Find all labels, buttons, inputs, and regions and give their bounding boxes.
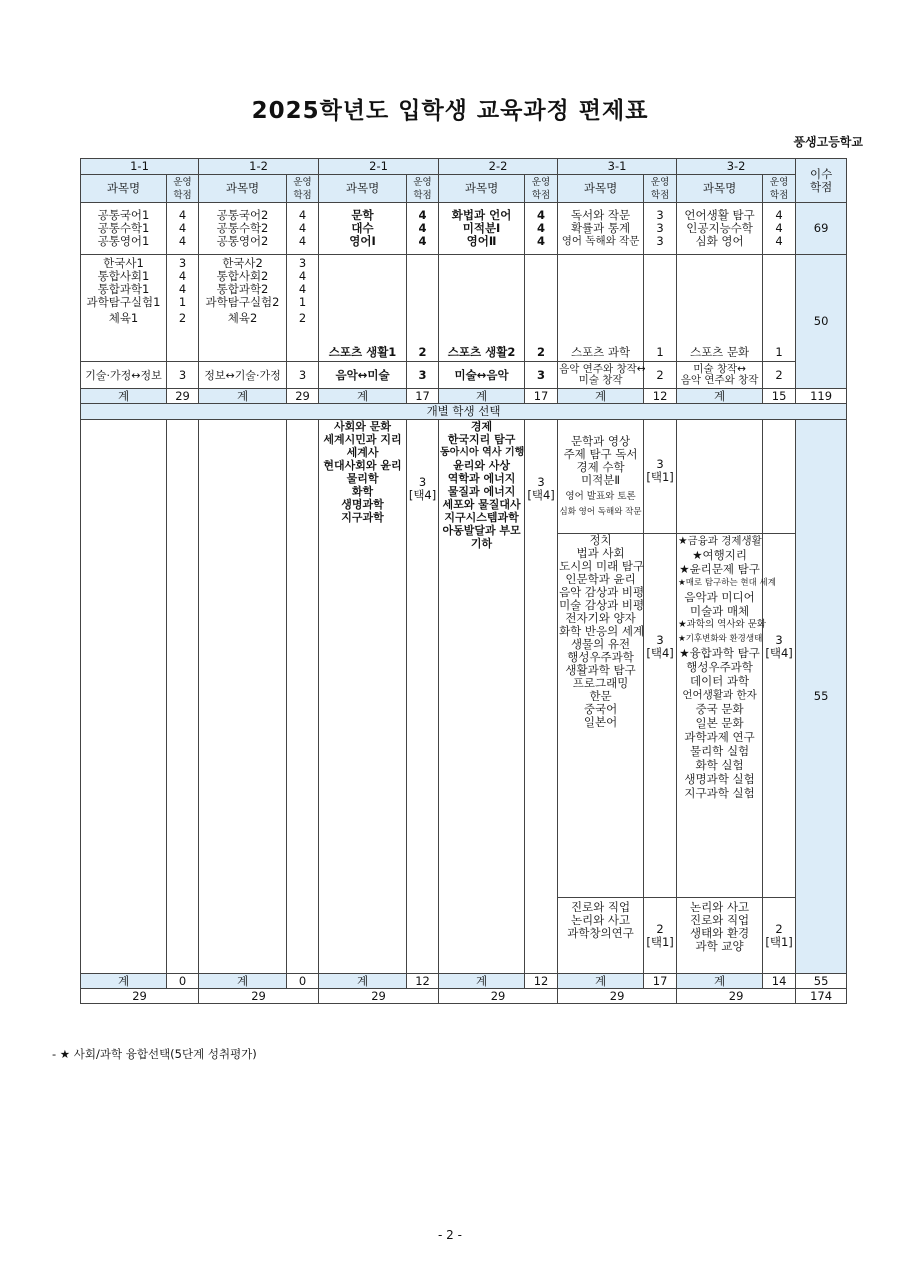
common-3-2-credits: 4 4 4 <box>763 203 796 255</box>
elective-2-2-subjects: 경제 한국지리 탐구 동아시아 역사 기행 윤리와 사상 역학과 에너지 물질과 에너지 세포와 물질대사 지구시스템과학 아동발달과 부모 기하 <box>439 420 525 974</box>
elective-3-1-group2-credit: 3 [택4] <box>644 534 677 898</box>
subtotal-total: 119 <box>796 389 847 404</box>
elective-3-2-empty <box>677 420 763 534</box>
subtotal-label: 계 <box>677 974 763 989</box>
second-3-1-sports: 스포츠 과학 <box>558 255 644 362</box>
subject-header: 과목명 <box>439 175 525 203</box>
second-3-1-music-art: 음악 연주와 창작↔ 미술 창작 <box>558 362 644 389</box>
elective-2-2-credit: 3 [택4] <box>525 420 558 974</box>
subtotal-label: 계 <box>81 389 167 404</box>
second-2-2-art-music: 미술↔음악 <box>439 362 525 389</box>
subtotal-label: 계 <box>439 974 525 989</box>
total-credits-header: 이수 학점 <box>796 159 847 203</box>
second-3-2-art-music: 미술 창작↔ 음악 연주와 창작 <box>677 362 763 389</box>
grand-total: 174 <box>796 989 847 1004</box>
second-3-2-sports-credit: 1 <box>763 255 796 362</box>
elective-3-2-credit-empty <box>763 420 796 534</box>
elective-row-1 <box>81 420 847 534</box>
common-2-2-subjects: 화법과 언어 미적분Ⅰ 영어Ⅱ <box>439 203 525 255</box>
subtotal-label: 계 <box>558 974 644 989</box>
subtotal2-1-2: 0 <box>287 974 319 989</box>
subtotal2-1-1: 0 <box>167 974 199 989</box>
second-2-1-music-art: 음악↔미술 <box>319 362 407 389</box>
grand-2-1: 29 <box>319 989 439 1004</box>
subject-header: 과목명 <box>81 175 167 203</box>
elective-3-1-group3: 진로와 직업 논리와 사고 과학창의연구 <box>558 898 644 974</box>
semester-1-2: 1-2 <box>199 159 319 175</box>
second-3-1-sports-credit: 1 <box>644 255 677 362</box>
subtotal-label: 계 <box>439 389 525 404</box>
second-2-2-sports-credit: 2 <box>525 255 558 362</box>
credit-header: 운영 학점 <box>287 175 319 203</box>
grand-3-1: 29 <box>558 989 677 1004</box>
subtotal-1-1: 29 <box>167 389 199 404</box>
credit-header: 운영 학점 <box>407 175 439 203</box>
subtotal-row-2 <box>81 974 847 989</box>
school-name: 풍생고등학교 <box>793 135 863 149</box>
common-1-2-subjects: 공통국어2 공통수학2 공통영어2 <box>199 203 287 255</box>
elective-3-1-group1: 문학과 영상 주제 탐구 독서 경제 수학 미적분Ⅱ 영어 발표와 토론 심화 영어 독해와 작문 <box>558 420 644 534</box>
second-1-1-tech-info-credit: 3 <box>167 362 199 389</box>
subtotal-label: 계 <box>199 974 287 989</box>
semester-3-2: 3-2 <box>677 159 796 175</box>
subtotal-row-1 <box>81 389 847 404</box>
grand-2-2: 29 <box>439 989 558 1004</box>
subtotal2-2-2: 12 <box>525 974 558 989</box>
subtotal2-3-1: 17 <box>644 974 677 989</box>
credit-header: 운영 학점 <box>763 175 796 203</box>
elective-3-2-group2: ★금융과 경제생활 ★여행지리 ★윤리문제 탐구 ★매로 탐구하는 현대 세계 음악과 미디어 미술과 매체 ★과학의 역사와 문화 ★기후변화와 환경생태 ★융합과학 탐구 행성우주과학 데이터 과학 언어생활과 한자 중국 문화 일본 문화 과학과제 연구 물리학 실험 화학 실험 생명과학 실험 지구과학 실험 <box>677 534 763 898</box>
subtotal2-3-2: 14 <box>763 974 796 989</box>
subtotal-3-1: 12 <box>644 389 677 404</box>
second-1-1-credits: 3 4 4 1 2 <box>167 255 199 362</box>
subtotal-1-2: 29 <box>287 389 319 404</box>
elective-1-2-credit-empty <box>287 420 319 974</box>
elective-header: 개별 학생 선택 <box>81 404 847 420</box>
grand-3-2: 29 <box>677 989 796 1004</box>
second-1-1-tech-info: 기술·가정↔정보 <box>81 362 167 389</box>
semester-2-1: 2-1 <box>319 159 439 175</box>
subtotal-label: 계 <box>81 974 167 989</box>
subtotal-label: 계 <box>319 389 407 404</box>
elective-total: 55 <box>796 420 847 974</box>
subtotal-label: 계 <box>558 389 644 404</box>
subject-header: 과목명 <box>677 175 763 203</box>
grand-1-2: 29 <box>199 989 319 1004</box>
elective-3-1-group2: 정치 법과 사회 도시의 미래 탐구 인문학과 윤리 음악 감상과 비평 미술 감상과 비평 전자기와 양자 화학 반응의 세계 생물의 유전 행성우주과학 생활과학 탐구 프로그래밍 한문 중국어 일본어 <box>558 534 644 898</box>
second-3-2-sports: 스포츠 문화 <box>677 255 763 362</box>
page-number: - 2 - <box>438 1228 462 1242</box>
elective-3-2-group3: 논리와 사고 진로와 직업 생태와 환경 과학 교양 <box>677 898 763 974</box>
subtotal2-2-1: 12 <box>407 974 439 989</box>
page-title: 2025학년도 입학생 교육과정 편제표 <box>251 98 649 124</box>
second-block-row-a <box>81 255 847 362</box>
elective-1-1-credit-empty <box>167 420 199 974</box>
second-1-2-info-tech: 정보↔기술·가정 <box>199 362 287 389</box>
common-1-1-subjects: 공통국어1 공통수학1 공통영어1 <box>81 203 167 255</box>
grand-total-row <box>81 989 847 1004</box>
elective-1-1-empty <box>81 420 167 974</box>
footnote: - ★ 사회/과학 융합선택(5단계 성취평가) <box>52 1047 257 1061</box>
common-3-2-subjects: 언어생활 탐구 인공지능수학 심화 영어 <box>677 203 763 255</box>
second-2-1-sports-credit: 2 <box>407 255 439 362</box>
second-1-2-info-tech-credit: 3 <box>287 362 319 389</box>
credit-header: 운영 학점 <box>525 175 558 203</box>
subtotal2-total: 55 <box>796 974 847 989</box>
elective-3-1-group3-credit: 2 [택1] <box>644 898 677 974</box>
semester-2-2: 2-2 <box>439 159 558 175</box>
second-2-2-sports: 스포츠 생활2 <box>439 255 525 362</box>
second-block-total: 50 <box>796 255 847 389</box>
second-3-1-music-art-credit: 2 <box>644 362 677 389</box>
subtotal-label: 계 <box>319 974 407 989</box>
elective-2-1-credit: 3 [택4] <box>407 420 439 974</box>
subtotal-2-2: 17 <box>525 389 558 404</box>
curriculum-table <box>80 158 847 1004</box>
subtotal-3-2: 15 <box>763 389 796 404</box>
elective-3-2-group3-credit: 2 [택1] <box>763 898 796 974</box>
subtotal-label: 계 <box>677 389 763 404</box>
subtotal-label: 계 <box>199 389 287 404</box>
grand-1-1: 29 <box>81 989 199 1004</box>
second-3-2-art-music-credit: 2 <box>763 362 796 389</box>
second-2-2-art-music-credit: 3 <box>525 362 558 389</box>
common-3-1-credits: 3 3 3 <box>644 203 677 255</box>
common-2-2-credits: 4 4 4 <box>525 203 558 255</box>
subtotal-2-1: 17 <box>407 389 439 404</box>
subject-header: 과목명 <box>558 175 644 203</box>
credit-header: 운영 학점 <box>644 175 677 203</box>
common-block-total: 69 <box>796 203 847 255</box>
second-1-2-subjects: 한국사2 통합사회2 통합과학2 과학탐구실험2 체육2 <box>199 255 287 362</box>
second-block-row-b <box>81 362 847 389</box>
elective-2-1-subjects: 사회와 문화 세계시민과 지리 세계사 현대사회와 윤리 물리학 화학 생명과학 지구과학 <box>319 420 407 974</box>
semester-header-row <box>81 159 847 175</box>
common-3-1-subjects: 독서와 작문 확률과 통계 영어 독해와 작문 <box>558 203 644 255</box>
common-1-1-credits: 4 4 4 <box>167 203 199 255</box>
elective-3-2-group2-credit: 3 [택4] <box>763 534 796 898</box>
semester-1-1: 1-1 <box>81 159 199 175</box>
credit-header: 운영 학점 <box>167 175 199 203</box>
second-1-2-credits: 3 4 4 1 2 <box>287 255 319 362</box>
second-2-1-music-art-credit: 3 <box>407 362 439 389</box>
common-1-2-credits: 4 4 4 <box>287 203 319 255</box>
elective-3-1-group1-credit: 3 [택1] <box>644 420 677 534</box>
column-header-row <box>81 175 847 203</box>
second-2-1-sports: 스포츠 생활1 <box>319 255 407 362</box>
second-1-1-subjects: 한국사1 통합사회1 통합과학1 과학탐구실험1 체육1 <box>81 255 167 362</box>
elective-header-row <box>81 404 847 420</box>
elective-1-2-empty <box>199 420 287 974</box>
subject-header: 과목명 <box>319 175 407 203</box>
common-2-1-subjects: 문학 대수 영어Ⅰ <box>319 203 407 255</box>
common-2-1-credits: 4 4 4 <box>407 203 439 255</box>
common-subjects-row <box>81 203 847 255</box>
subject-header: 과목명 <box>199 175 287 203</box>
semester-3-1: 3-1 <box>558 159 677 175</box>
